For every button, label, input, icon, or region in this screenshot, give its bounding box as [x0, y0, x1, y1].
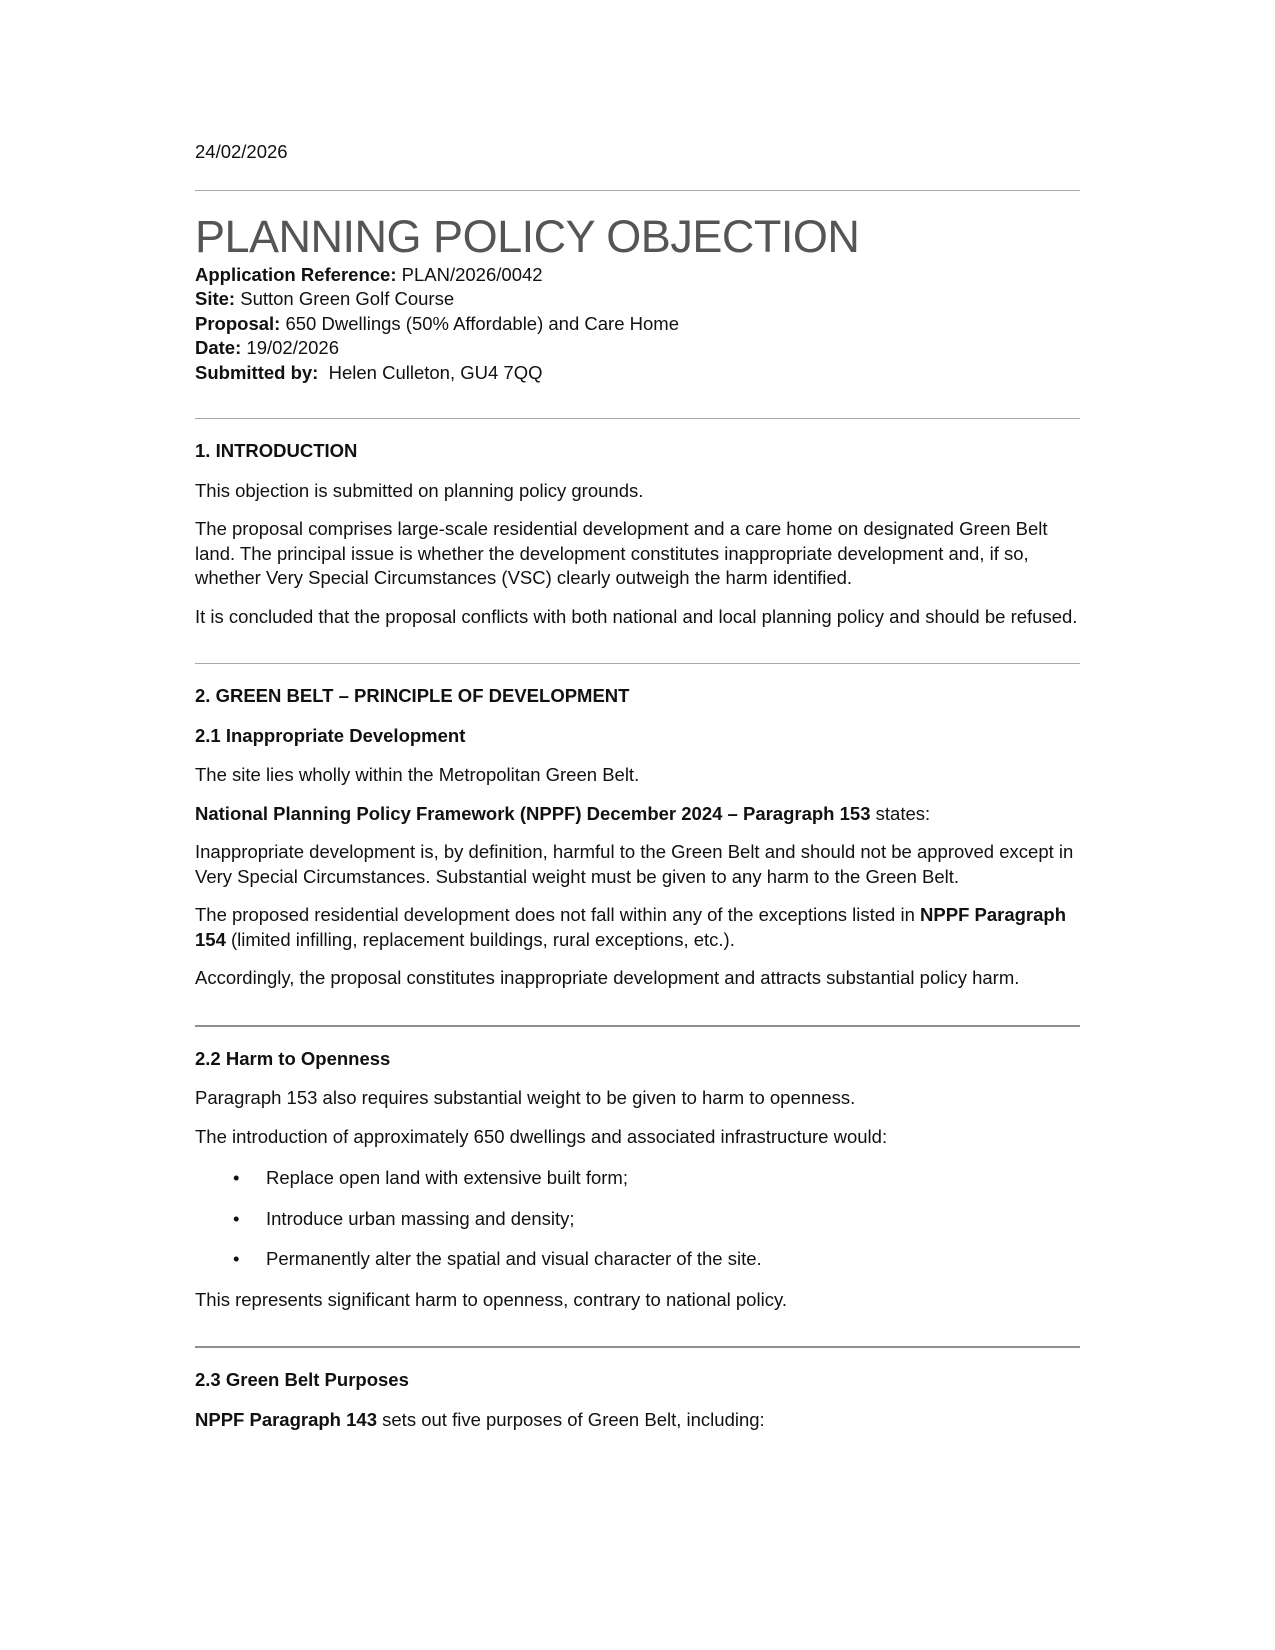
section-green-belt-purposes [195, 1348, 1080, 1466]
list-item [195, 1166, 1080, 1191]
meta-value: 19/02/2026 [241, 337, 339, 358]
bold-text: National Planning Policy Framework (NPPF) December 2024 – Paragraph 153 [195, 802, 871, 824]
paragraph: This objection is submitted on planning policy grounds. [195, 479, 644, 501]
text: The proposed residential development does not fall within any of the exceptions listed in [195, 904, 921, 925]
document-title: PLANNING POLICY OBJECTION [195, 210, 860, 262]
paragraph [195, 802, 1080, 827]
paragraph [195, 903, 1080, 952]
meta-value: PLAN/2026/0042 [396, 263, 543, 285]
bullet-icon: • [233, 1167, 240, 1188]
list-item [195, 1247, 1080, 1272]
bullet-icon: • [233, 1248, 240, 1269]
text: (limited infilling, replacement buildings, rural exceptions, etc.). [225, 928, 735, 950]
paragraph: Paragraph 153 also requires substantial weight to be given to harm to openness. [195, 1087, 856, 1108]
meta-label: Proposal: [195, 312, 281, 334]
paragraph: Accordingly, the proposal constitutes inappropriate development and attracts substantial policy harm. [195, 967, 1020, 988]
paragraph: The site lies wholly within the Metropolitan Green Belt. [195, 764, 640, 785]
paragraph: It is concluded that the proposal conflicts with both national and local planning policy and should be refused. [195, 605, 1078, 627]
paragraph: Inappropriate development is, by definition, harmful to the Green Belt and should not be approved except in Very Special Circumstances. Substantial weight must be given to any harm to the Green Belt. [195, 841, 1074, 887]
text: sets out five purposes of Green Belt, including: [377, 1408, 765, 1430]
meta-value: Helen Culleton, GU4 7QQ [318, 361, 543, 383]
section-harm-to-openness [195, 1027, 1080, 1347]
paragraph [195, 1408, 1080, 1433]
paragraph: The introduction of approximately 650 dwellings and associated infrastructure would: [195, 1125, 888, 1147]
meta-label: Site: [195, 288, 236, 309]
list-item-text: Introduce urban massing and density; [266, 1207, 575, 1229]
subsection-heading: 2.3 Green Belt Purposes [195, 1369, 409, 1390]
meta-label: Application Reference: [195, 263, 397, 285]
list-item [195, 1207, 1080, 1232]
list-item-text: Permanently alter the spatial and visual character of the site. [266, 1248, 762, 1269]
bold-text: NPPF Paragraph 143 [195, 1408, 377, 1430]
meta-site [195, 287, 1080, 312]
application-details [195, 263, 1080, 386]
meta-value: 650 Dwellings (50% Affordable) and Care Home [280, 312, 679, 334]
meta-application-reference [195, 263, 1080, 288]
section-heading: 1. INTRODUCTION [195, 440, 358, 461]
meta-date [195, 336, 1080, 361]
section-introduction [195, 419, 1080, 663]
meta-value: Sutton Green Golf Course [235, 288, 455, 309]
meta-label: Submitted by: [195, 361, 319, 383]
bullet-icon: • [233, 1207, 240, 1229]
subsection-heading: 2.2 Harm to Openness [195, 1047, 391, 1069]
bold-text: NPPF Paragraph 154 [195, 904, 1067, 950]
divider [195, 190, 1080, 191]
paragraph: The proposal comprises large-scale residential development and a care home on designated Green Belt land. The principal issue is whether the development constitutes inappropriate development and, if so, whether Very Special Circumstances (VSC) clearly outweigh the harm identified. [195, 518, 1048, 588]
section-heading: 2. GREEN BELT – PRINCIPLE OF DEVELOPMENT [195, 685, 630, 706]
section-green-belt [195, 664, 1080, 1025]
subsection-heading: 2.1 Inappropriate Development [195, 724, 466, 746]
meta-submitted-by [195, 361, 1080, 386]
list-item-text: Replace open land with extensive built form; [266, 1167, 628, 1188]
text: states: [870, 802, 931, 824]
letter-date: 24/02/2026 [195, 141, 288, 162]
bullet-list [195, 1166, 1080, 1272]
meta-proposal [195, 312, 1080, 337]
meta-label: Date: [195, 337, 242, 358]
paragraph: This represents significant harm to openness, contrary to national policy. [195, 1288, 787, 1310]
